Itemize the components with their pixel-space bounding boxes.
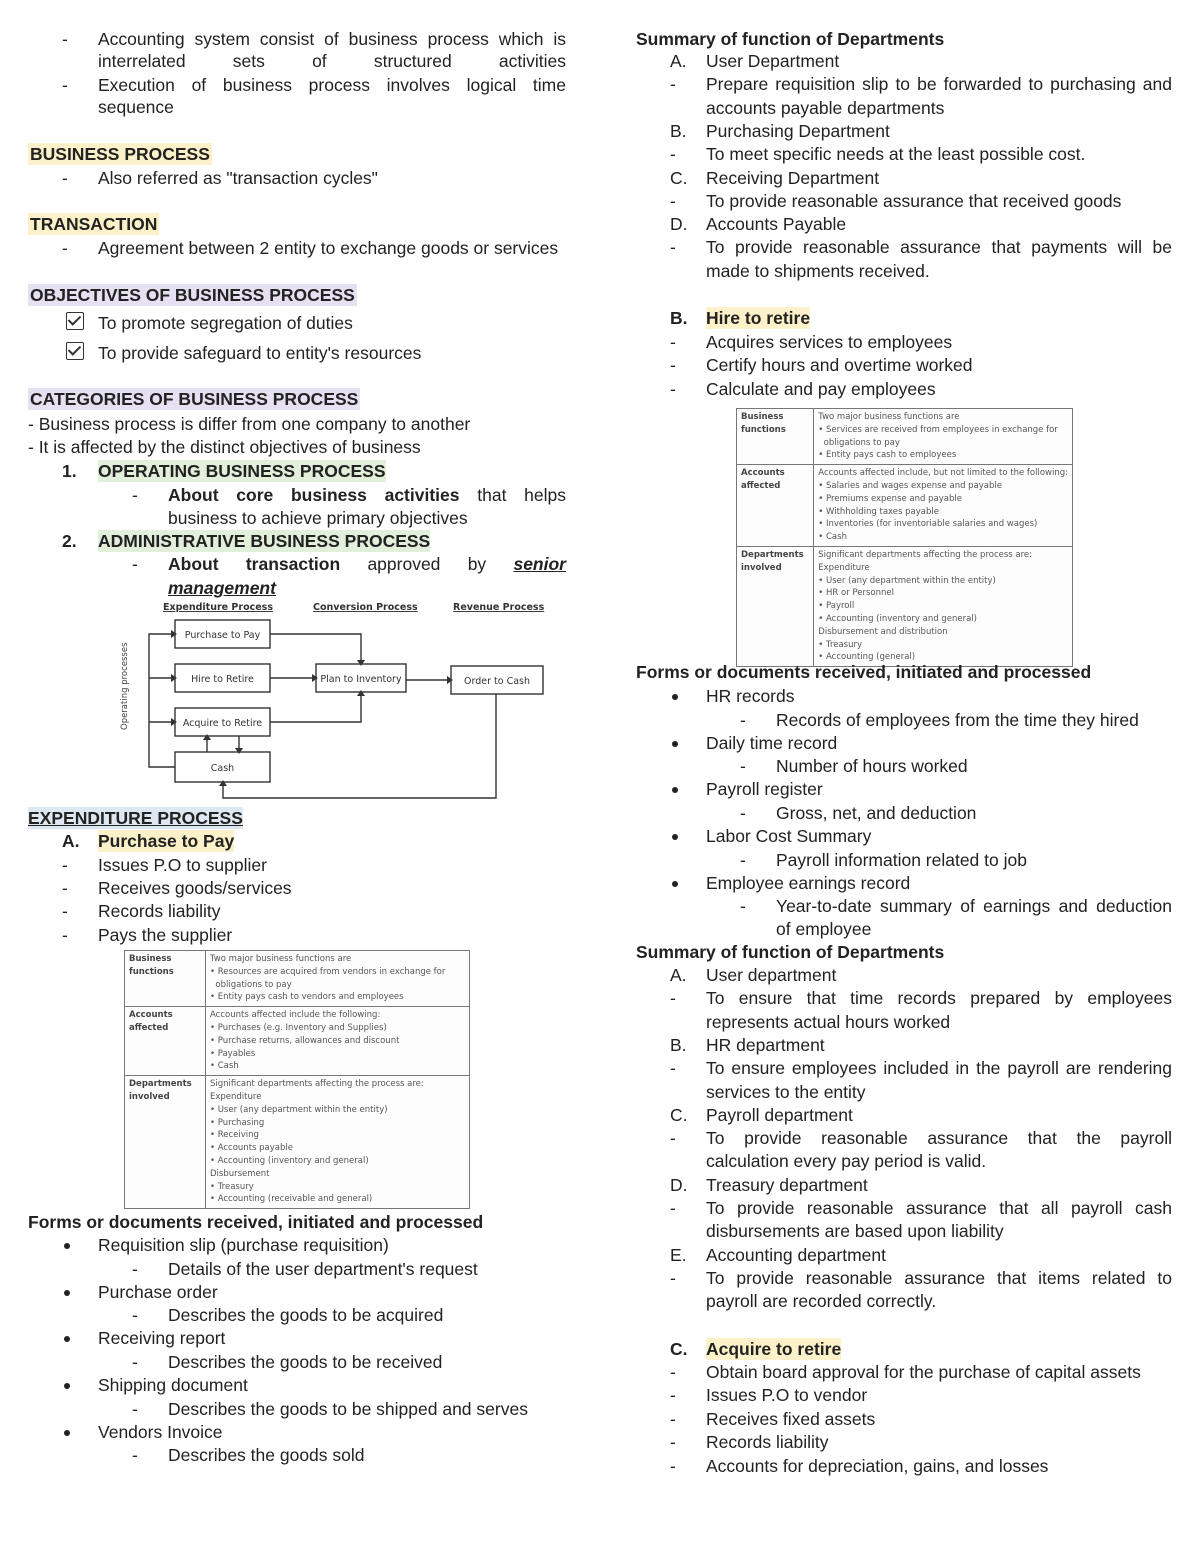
summary-detail-text: To ensure that time records prepared by employees: [706, 988, 1172, 1009]
summary-title: User Department: [706, 51, 840, 71]
summary-detail-text: calculation every pay period is valid.: [706, 1151, 987, 1172]
dash: -: [132, 1305, 138, 1326]
summary-title: Payroll department: [706, 1104, 853, 1125]
list-item-title: Purchase order: [98, 1281, 218, 1302]
table-cell-line: Disbursement: [210, 1168, 270, 1179]
summary-title: Accounting department: [706, 1244, 886, 1265]
table-row-key: Accounts affected: [125, 1007, 206, 1076]
dash: -: [670, 1432, 676, 1453]
dash: -: [740, 802, 746, 823]
table-row-value: [206, 1007, 470, 1076]
table-cell-line: • Cash: [818, 532, 847, 543]
summary-detail-text: To provide reasonable assurance that all payroll cash: [706, 1198, 1172, 1218]
diagram-box-purchase-to-pay: Purchase to Pay: [184, 630, 261, 641]
list-item-text: Records liability: [706, 1432, 829, 1453]
list-item-title: Shipping document: [98, 1375, 248, 1396]
dash: -: [670, 144, 676, 165]
table-row-value: [814, 409, 1073, 465]
summary-title: Accounts Payable: [706, 214, 847, 235]
summary-letter: B.: [670, 1034, 687, 1055]
list-item-title: Labor Cost Summary: [706, 826, 872, 847]
dash: -: [132, 1445, 138, 1466]
table-cell-line: • Inventories (for inventoriable salaries and wages): [818, 519, 1038, 530]
diagram-box-plan-to-inventory: Plan to Inventory: [320, 674, 402, 685]
dash: -: [740, 896, 746, 917]
bullet-icon: [672, 694, 678, 700]
bullet-icon: [64, 1383, 70, 1389]
bullet-icon: [672, 787, 678, 793]
diagram-side-label: Operating processes: [120, 642, 130, 730]
table-cell-line: • Salaries and wages expense and payable: [818, 480, 1003, 491]
list-item-detail-text: Describes the goods sold: [168, 1445, 365, 1466]
list-item-title: Daily time record: [706, 732, 838, 753]
checkbox-checked-icon: [66, 312, 84, 330]
table-cell-line: • User (any department within the entity): [818, 575, 996, 586]
table-row-key: Business functions: [125, 951, 206, 1007]
table-row: [125, 1007, 470, 1076]
table-row: [737, 409, 1073, 465]
summary-detail-text: represents actual hours worked: [706, 1011, 951, 1032]
table-row-key: Departments involved: [737, 546, 814, 666]
list-item-detail-text: of employee: [776, 918, 872, 939]
table-cell-line: • Treasury: [818, 639, 863, 650]
list-item-detail-text: Describes the goods to be acquired: [168, 1305, 444, 1326]
table-cell-line: • Treasury: [210, 1181, 254, 1192]
table-row-value: [206, 951, 470, 1007]
summary-detail-text: disbursements are based upon liability: [706, 1221, 1004, 1242]
list-item-title: Vendors Invoice: [98, 1421, 223, 1442]
dash: -: [132, 1258, 138, 1279]
diagram-box-acquire-to-retire: Acquire to Retire: [182, 718, 263, 729]
table-cell-line: • Services are received from employees in exchange for: [818, 424, 1058, 435]
list-item-title: Employee earnings record: [706, 872, 911, 893]
dash: -: [670, 190, 676, 211]
table-cell-line: Two major business functions are: [210, 954, 352, 964]
table-cell-line: Disbursement and distribution: [818, 626, 948, 637]
diagram-col-label: Expenditure Process: [163, 602, 273, 613]
table-row: [737, 465, 1073, 547]
categories-heading: CATEGORIES OF BUSINESS PROCESS: [30, 389, 359, 409]
dash: -: [740, 756, 746, 777]
table-row-value: [814, 465, 1073, 547]
hire-to-retire-table: [736, 408, 1073, 667]
table-cell-line: • HR or Personnel: [818, 588, 894, 599]
summary-detail-text: Prepare requisition slip to be forwarded to purchasing and: [706, 74, 1172, 95]
table-cell-line: obligations to pay: [818, 437, 900, 448]
table-cell-line: • Purchases (e.g. Inventory and Supplies): [210, 1022, 387, 1033]
summary-title: HR department: [706, 1034, 825, 1055]
summary-letter: A.: [670, 51, 687, 71]
table-cell-line: Two major business functions are: [818, 412, 960, 422]
bullet-icon: [64, 1243, 70, 1249]
table-cell-line: • Purchasing: [210, 1117, 265, 1128]
list-item-title: Payroll register: [706, 779, 823, 800]
diagram-box-hire-to-retire: Hire to Retire: [191, 674, 254, 685]
checkbox-checked-icon: [66, 342, 84, 360]
bullet-icon: [672, 834, 678, 840]
table-cell-line: Accounts affected include the following:: [210, 1010, 381, 1021]
bullet-icon: [64, 1336, 70, 1342]
list-item-title: Requisition slip (purchase requisition): [98, 1235, 389, 1255]
diagram-box-order-to-cash: Order to Cash: [464, 676, 530, 687]
diagram-col-label: Revenue Process: [453, 602, 545, 613]
table-cell-line: obligations to pay: [210, 979, 292, 990]
summary-letter: E.: [670, 1244, 687, 1265]
dash: -: [740, 849, 746, 870]
list-item-title: Receiving report: [98, 1328, 226, 1349]
list-item-detail-text: Payroll information related to job: [776, 849, 1027, 870]
summary-letter: C.: [670, 167, 688, 188]
bullet-icon: [64, 1290, 70, 1296]
table-cell-line: • Premiums expense and payable: [818, 493, 962, 504]
expenditure-table: [124, 950, 470, 1209]
summary-detail-text: accounts payable departments: [706, 97, 945, 118]
list-item-detail-text: Describes the goods to be shipped and serves: [168, 1398, 528, 1419]
summary-letter: B.: [670, 120, 687, 141]
list-item-detail-text: Number of hours worked: [776, 756, 968, 777]
dash: -: [670, 1128, 676, 1149]
list-item-detail-text: Records of employees from the time they hired: [776, 709, 1139, 730]
summary-letter: D.: [670, 214, 688, 235]
table-cell-line: • Accounting (inventory and general): [818, 613, 977, 624]
table-row-key: Accounts affected: [737, 465, 814, 547]
summary-title: User department: [706, 965, 837, 985]
business-process-heading: BUSINESS PROCESS: [30, 144, 210, 164]
list-item-detail-text: Details of the user department's request: [168, 1258, 478, 1279]
table-cell-line: Expenditure: [818, 562, 870, 573]
bullet-icon: [64, 1430, 70, 1436]
dash: -: [670, 1455, 676, 1476]
table-cell-line: • Resources are acquired from vendors in exchange for: [210, 966, 446, 977]
table-row: [737, 546, 1073, 666]
summary-detail-text: payroll are recorded correctly.: [706, 1291, 937, 1312]
list-item-text: Receives fixed assets: [706, 1408, 876, 1429]
dash: -: [670, 74, 676, 95]
table-row-value: [814, 546, 1073, 666]
summary-detail-text: To meet specific needs at the least possible cost.: [706, 144, 1086, 165]
table-row-key: Departments involved: [125, 1076, 206, 1209]
dash: -: [670, 1198, 676, 1218]
summary-detail-text: To provide reasonable assurance that received goods: [706, 190, 1122, 211]
objectives-heading: OBJECTIVES OF BUSINESS PROCESS: [30, 285, 355, 305]
list-item-detail-text: Describes the goods to be received: [168, 1351, 443, 1372]
summary-letter: A.: [670, 965, 687, 985]
summary-detail-text: To provide reasonable assurance that items related to: [706, 1267, 1172, 1288]
table-row-key: Business functions: [737, 409, 814, 465]
table-cell-line: Accounts affected include, but not limited to the following:: [818, 468, 1068, 479]
dash: -: [670, 1362, 676, 1382]
table-cell-line: • Accounting (inventory and general): [210, 1155, 369, 1166]
paragraph-line: - It is affected by the distinct objectives of business: [28, 437, 421, 457]
dash: -: [670, 1385, 676, 1406]
table-row: [125, 1076, 470, 1209]
transaction-heading: TRANSACTION: [30, 214, 158, 234]
table-cell-line: • Receiving: [210, 1130, 259, 1141]
table-cell-line: • Cash: [210, 1061, 239, 1072]
dash: -: [132, 1351, 138, 1372]
table-cell-line: • Accounting (general): [818, 652, 916, 663]
dash: -: [670, 1058, 676, 1079]
summary-letter: D.: [670, 1174, 688, 1195]
summary-title: Receiving Department: [706, 167, 880, 188]
table-cell-line: Significant departments affecting the process are:: [210, 1079, 424, 1090]
summary-detail-text: To provide reasonable assurance that the payroll: [706, 1128, 1172, 1149]
forms-heading: Forms or documents received, initiated and processed: [636, 662, 1092, 682]
diagram-box-cash: Cash: [210, 763, 235, 774]
business-process-diagram: [83, 600, 553, 800]
list-item-text: Accounts for depreciation, gains, and losses: [706, 1455, 1049, 1476]
summary-letter: C.: [670, 1104, 688, 1125]
list-item-text: Obtain board approval for the purchase of capital assets: [706, 1362, 1141, 1382]
dash: -: [670, 988, 676, 1009]
bullet-icon: [672, 881, 678, 887]
table-cell-line: • Purchase returns, allowances and discount: [210, 1035, 400, 1046]
summary-heading: Summary of function of Departments: [636, 29, 945, 49]
table-cell-line: Expenditure: [210, 1091, 262, 1102]
paragraph-line: - Business process is differ from one company to another: [28, 414, 471, 434]
dash: -: [670, 1267, 676, 1288]
table-cell-line: • Accounting (receivable and general): [210, 1194, 373, 1205]
list-item-title: HR records: [706, 686, 795, 706]
table-cell-line: • Payroll: [818, 601, 855, 612]
summary-detail-text: To ensure employees included in the payroll are rendering: [706, 1058, 1172, 1079]
dash: -: [670, 237, 676, 258]
list-item-text: Issues P.O to vendor: [706, 1385, 868, 1406]
table-cell-line: • Entity pays cash to vendors and employees: [210, 992, 404, 1003]
summary-heading: Summary of function of Departments: [636, 942, 945, 962]
bullet-icon: [672, 741, 678, 747]
summary-detail-text: made to shipments received.: [706, 260, 930, 281]
summary-detail-text: To provide reasonable assurance that payments will be: [706, 237, 1172, 258]
summary-detail-text: services to the entity: [706, 1081, 866, 1102]
dash: -: [740, 709, 746, 730]
list-item-detail-text: Gross, net, and deduction: [776, 802, 977, 823]
dash: -: [132, 1398, 138, 1419]
table-cell-line: • Accounts payable: [210, 1143, 293, 1154]
table-cell-line: • Entity pays cash to employees: [818, 450, 957, 461]
table-cell-line: • User (any department within the entity): [210, 1104, 388, 1115]
table-row-value: [206, 1076, 470, 1209]
table-cell-line: • Payables: [210, 1048, 256, 1059]
table-cell-line: Significant departments affecting the process are:: [818, 549, 1033, 560]
summary-title: Purchasing Department: [706, 120, 890, 141]
forms-heading: Forms or documents received, initiated and processed: [28, 1212, 484, 1232]
list-item-detail-text: Year-to-date summary of earnings and deduction: [776, 896, 1172, 917]
summary-title: Treasury department: [706, 1174, 868, 1195]
expenditure-heading: EXPENDITURE PROCESS: [28, 808, 243, 828]
table-row: [125, 951, 470, 1007]
table-cell-line: • Withholding taxes payable: [818, 506, 939, 517]
diagram-col-label: Conversion Process: [313, 602, 418, 613]
dash: -: [670, 1408, 676, 1429]
